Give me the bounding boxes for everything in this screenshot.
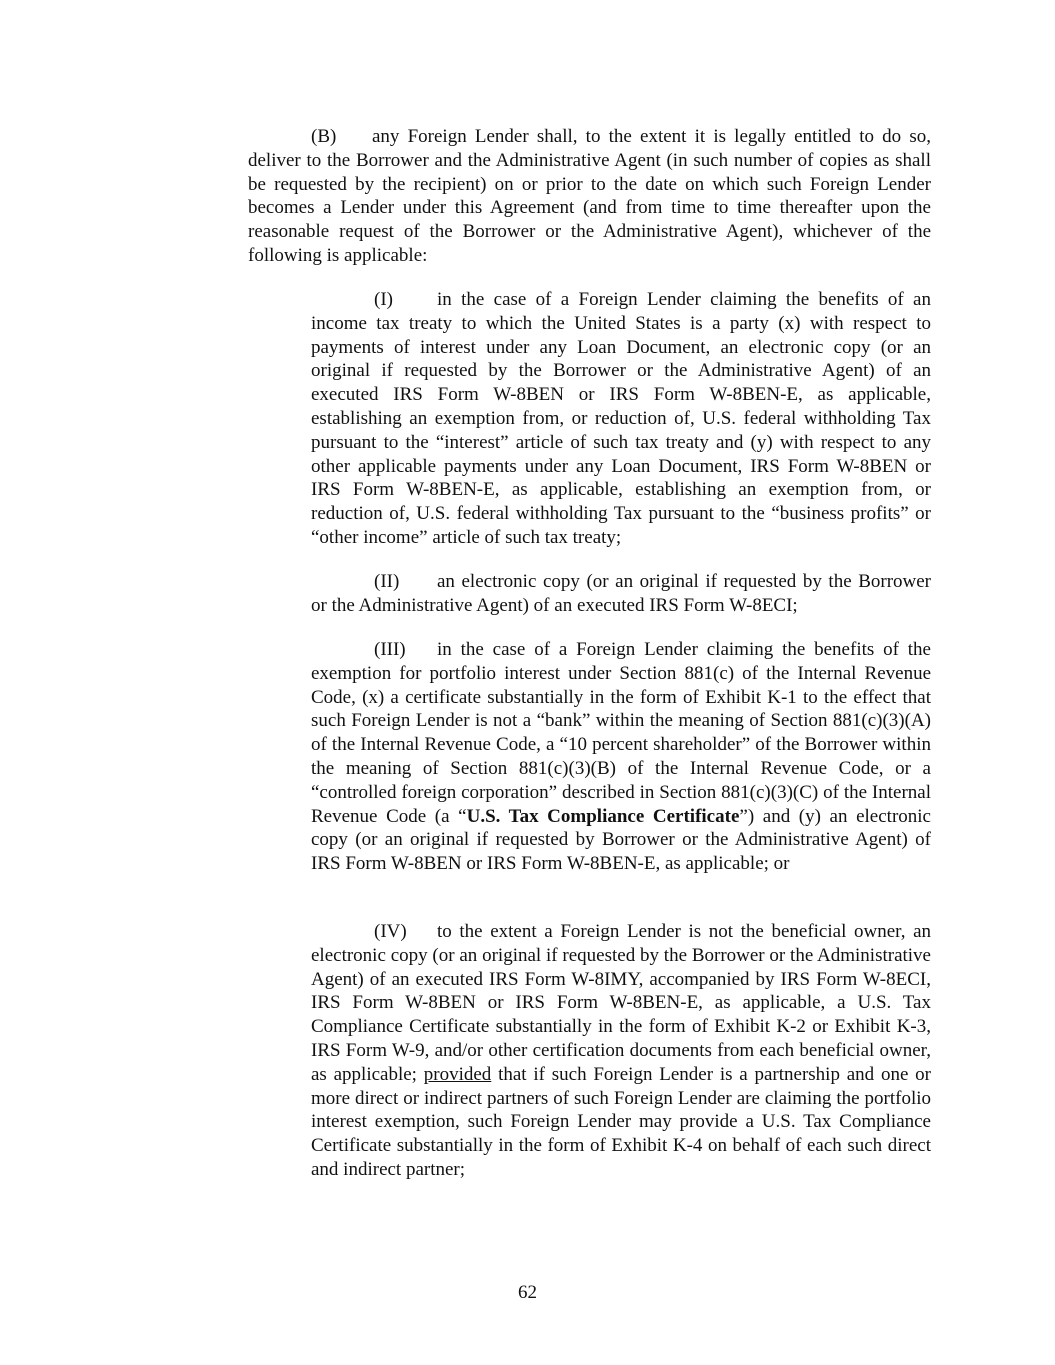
page-number: 62 — [518, 1282, 537, 1303]
paragraph-i-label: (I) — [374, 289, 393, 310]
defined-term-us-tax-compliance-certificate: U.S. Tax Compliance Certificate — [466, 805, 740, 827]
paragraph-iii-text-after: ”) and (y) an electronic copy (or an original if requested by Borrower or the Administrative Agent) of IRS Form W-8BEN or IRS Form W-8BEN-E, as applicable; or — [311, 805, 931, 875]
paragraph-iii-label: (III) — [374, 639, 406, 660]
paragraph-ii — [311, 570, 931, 618]
paragraph-b-text: any Foreign Lender shall, to the extent it is legally entitled to do so, deliver to the Borrower and the Administrative Agent (in such number of copies as shall be requested by the recipient) on or prior to the date on which such Foreign Lender becomes a Lender under this Agreement (and from time to time thereafter upon the reasonable request of the Borrower or the Administrative Agent), whichever of the following is applicable: — [248, 126, 931, 266]
paragraph-iii — [311, 638, 931, 876]
paragraph-i — [311, 288, 931, 550]
provided-underlined-term: provided — [423, 1063, 492, 1085]
paragraph-iv-text-before: to the extent a Foreign Lender is not the beneficial owner, an electronic copy (or an original if requested by the Borrower or the Administrative Agent) of an executed IRS Form W-8IMY, accompanied by IRS Form W-8ECI, IRS Form W-8BEN or IRS Form W-8BEN-E, as applicable, a U.S. Tax Compliance Certificate substantially in the form of Exhibit K-2 or Exhibit K-3, IRS Form W-9, and/or other certification documents from each beneficial owner, as applicable; — [311, 921, 931, 1085]
paragraph-ii-label: (II) — [374, 571, 400, 592]
paragraph-iii-text-before: in the case of a Foreign Lender claiming the benefits of the exemption for portfolio interest under Section 881(c) of the Internal Revenue Code, (x) a certificate substantially in the form of Exhibit K-1 to the effect that such Foreign Lender is not a “bank” within the meaning of Section 881(c)(3)(A) of the Internal Revenue Code, a “10 percent shareholder” of the Borrower within the meaning of Section 881(c)(3)(B) of the Internal Revenue Code, or a “controlled foreign corporation” described in Section 881(c)(3)(C) of the Internal Revenue Code (a “ — [311, 639, 931, 827]
paragraph-iv — [311, 920, 931, 1182]
paragraph-iv-label: (IV) — [374, 921, 407, 942]
paragraph-i-text: in the case of a Foreign Lender claiming the benefits of an income tax treaty to which the United States is a party (x) with respect to payments of interest under any Loan Document, an electronic copy (or an original if requested by the Borrower or the Administrative Agent) of an executed IRS Form W-8BEN or IRS Form W-8BEN-E, as applicable, establishing an exemption from, or reduction of, U.S. federal withholding Tax pursuant to the “interest” article of such tax treaty and (y) with respect to any other applicable payments under any Loan Document, IRS Form W-8BEN or IRS Form W-8BEN-E, as applicable, establishing an exemption from, or reduction of, U.S. federal withholding Tax pursuant to the “business profits” or “other income” article of such tax treaty; — [311, 289, 931, 548]
paragraph-b-label: (B) — [311, 126, 337, 147]
paragraph-ii-text: an electronic copy (or an original if requested by the Borrower or the Administrative Agent) of an executed IRS Form W-8ECI; — [311, 571, 931, 616]
paragraph-b — [248, 125, 931, 268]
paragraph-iv-text-after: that if such Foreign Lender is a partnership and one or more direct or indirect partners of such Foreign Lender are claiming the portfolio interest exemption, such Foreign Lender may provide a U.S. Tax Compliance Certificate substantially in the form of Exhibit K-4 on behalf of each such direct and indirect partner; — [311, 1063, 931, 1180]
